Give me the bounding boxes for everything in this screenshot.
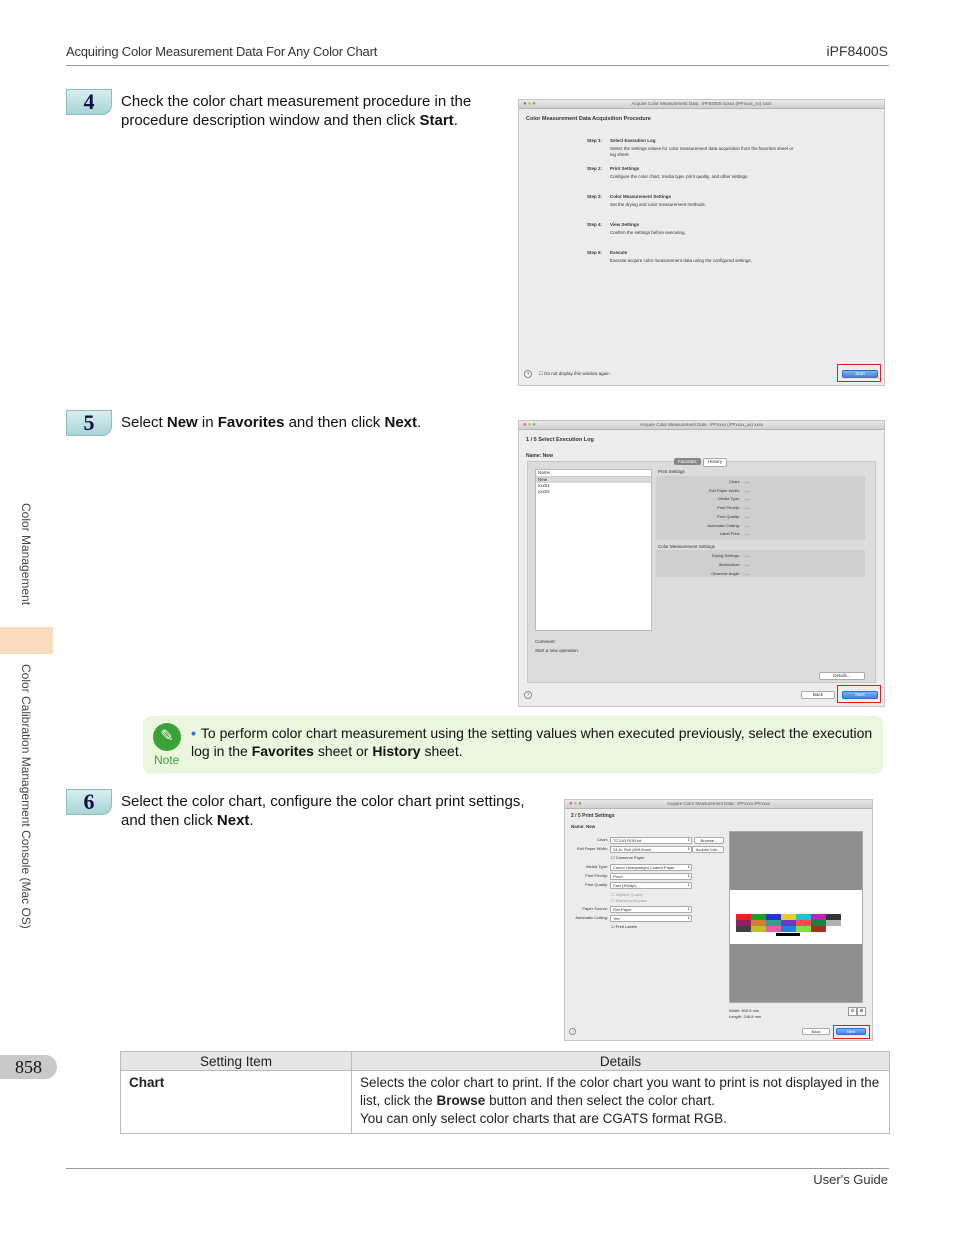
settings-value: --- bbox=[745, 531, 749, 537]
step-label: Step 5: bbox=[587, 250, 603, 255]
log-list[interactable] bbox=[535, 469, 652, 631]
details-button[interactable]: Details... bbox=[819, 672, 865, 680]
field-label: Chart: bbox=[597, 837, 608, 842]
procedure-window bbox=[518, 99, 885, 386]
field-select[interactable] bbox=[610, 864, 692, 871]
field-label: Print Priority: bbox=[585, 873, 608, 878]
log-items bbox=[536, 477, 651, 495]
cm-settings-title: Color Measurement Settings bbox=[658, 544, 716, 549]
settings-key: Automatic Cutting: bbox=[707, 522, 740, 528]
step-4-text: Check the color chart measurement procedure in the procedure description window and then click Start. bbox=[121, 93, 472, 129]
footer-divider bbox=[66, 1168, 889, 1169]
table-row bbox=[121, 1071, 890, 1134]
step-name: Color Measurement Settings bbox=[610, 194, 672, 199]
field-select[interactable] bbox=[610, 906, 692, 913]
print-labels-checkbox[interactable]: ☑ Print Labels bbox=[611, 924, 637, 929]
help-icon[interactable]: ? bbox=[569, 1028, 576, 1035]
settings-key: Observer Angle: bbox=[711, 571, 740, 576]
field-label: Roll Paper Width: bbox=[576, 846, 608, 851]
field-label: Media Type: bbox=[586, 864, 608, 869]
window-controls[interactable]: ●●● bbox=[569, 801, 583, 807]
highest-quality-checkbox[interactable]: ☐ Highest Quality bbox=[611, 892, 643, 897]
comment-text: Start a new operation. bbox=[535, 648, 580, 653]
select-log-window bbox=[518, 420, 885, 707]
conserve-paper-checkbox[interactable]: ☐ Conserve Paper bbox=[611, 855, 645, 860]
settings-key: Illumination: bbox=[718, 562, 740, 567]
field-value: Proof bbox=[613, 874, 623, 879]
settings-key: Media Type: bbox=[718, 496, 740, 502]
step-name: Print Settings bbox=[610, 166, 640, 171]
sidebar-section-bottom: Color Calibration Management Console (Mac OS) bbox=[19, 664, 33, 929]
acquire-info-button[interactable]: Acquire Info... bbox=[692, 846, 724, 853]
preview-top-margin bbox=[730, 832, 862, 890]
highlight-box bbox=[837, 364, 881, 382]
step-label: Step 1: bbox=[587, 138, 603, 143]
comment-label: Comment: bbox=[535, 639, 556, 644]
settings-key: Chart: bbox=[729, 479, 740, 484]
settings-value: --- bbox=[745, 513, 749, 519]
page-number: 858 bbox=[0, 1055, 57, 1079]
procedure-heading: Color Measurement Data Acquisition Procedure bbox=[526, 116, 651, 122]
list-header: Name bbox=[536, 470, 651, 477]
settings-value: --- bbox=[745, 571, 749, 576]
settings-value: --- bbox=[745, 496, 749, 502]
step-name: View Settings bbox=[610, 222, 640, 227]
field-select[interactable] bbox=[610, 837, 692, 844]
step-name: Select Execution Log bbox=[610, 138, 656, 143]
step-4-number: 4 bbox=[66, 89, 112, 115]
color-chart-preview bbox=[736, 914, 841, 938]
note-label: Note bbox=[154, 753, 180, 767]
header-title: Acquiring Color Measurement Data For Any Color Chart bbox=[66, 44, 378, 59]
list-item[interactable]: xxx02 bbox=[538, 489, 550, 494]
width-readout: Width: 609.6 mm bbox=[729, 1008, 760, 1013]
footer-guide: User's Guide bbox=[813, 1172, 888, 1187]
zoom-in-icon[interactable]: ⊕ bbox=[857, 1007, 866, 1016]
next-button[interactable]: Next bbox=[836, 1028, 866, 1035]
highlight-box bbox=[837, 685, 881, 703]
list-item[interactable]: xxx01 bbox=[538, 483, 550, 488]
step-label: Step 3: bbox=[587, 194, 603, 199]
preview-pane bbox=[729, 831, 863, 1003]
field-value: Fast (300dpi) bbox=[613, 883, 637, 888]
field-label: Paper Source: bbox=[582, 906, 608, 911]
settings-key: Drying Settings: bbox=[711, 553, 740, 558]
window-controls[interactable]: ●●● bbox=[523, 101, 537, 107]
step-desc: Select the settings values for color measurement data acquisition from the favorites sheet or log sheet. bbox=[610, 146, 794, 157]
settings-value: --- bbox=[745, 562, 749, 567]
print-settings-window bbox=[564, 799, 873, 1041]
step-heading: 1 / 5 Select Execution Log bbox=[526, 437, 594, 443]
step-desc: Set the drying and color measurement methods. bbox=[610, 202, 707, 207]
header-divider bbox=[66, 65, 889, 66]
field-value: TC3.83 RGB.txt bbox=[613, 838, 642, 843]
dropdown-arrow-icon: ⇕ bbox=[687, 865, 690, 869]
step-label: Step 4: bbox=[587, 222, 603, 227]
tab-favorites[interactable]: Favorites bbox=[674, 458, 701, 465]
row-item: Chart bbox=[121, 1071, 352, 1134]
dropdown-arrow-icon: ⇕ bbox=[687, 874, 690, 878]
settings-value: --- bbox=[745, 479, 749, 484]
field-value: Canon Heavyweight Coated Paper bbox=[613, 865, 675, 870]
step-desc: Configure the color chart, media type, print quality, and other settings. bbox=[610, 174, 749, 179]
window-titlebar bbox=[565, 800, 872, 809]
field-value: 24-in. Roll (609.6mm) bbox=[613, 847, 652, 852]
row-details: Selects the color chart to print. If the color chart you want to print is not displayed in the list, click the Browse button and then select the color chart. You can only select color charts that are CGATS format RGB. bbox=[352, 1071, 890, 1134]
field-select[interactable] bbox=[610, 846, 692, 853]
dropdown-arrow-icon: ⇕ bbox=[687, 907, 690, 911]
step-heading: 2 / 5 Print Settings bbox=[571, 813, 615, 819]
settings-table bbox=[120, 1051, 890, 1134]
cm-settings-box bbox=[656, 550, 865, 577]
window-title: Acquire Color Measurement Data : iPF8400S xxxxx (iPFxxxx_xx) xxxx bbox=[631, 101, 772, 106]
col-setting-item: Setting Item bbox=[121, 1052, 352, 1071]
field-label: Automatic Cutting: bbox=[575, 915, 608, 920]
dropdown-arrow-icon: ⇕ bbox=[687, 847, 690, 851]
zoom-out-icon[interactable]: ⊖ bbox=[848, 1007, 857, 1016]
browse-button[interactable]: Browse... bbox=[694, 837, 724, 844]
field-select[interactable] bbox=[610, 873, 692, 880]
help-icon[interactable]: ? bbox=[524, 691, 532, 699]
settings-value: --- bbox=[745, 487, 749, 493]
field-label: Print Quality: bbox=[585, 882, 608, 887]
step-desc: Execute acquire color measurement data using the configured settings. bbox=[610, 258, 752, 263]
field-value: Yes bbox=[613, 916, 620, 921]
step-label: Step 2: bbox=[587, 166, 603, 171]
length-readout: Length: 248.8 mm bbox=[729, 1014, 762, 1019]
print-settings-box bbox=[656, 476, 865, 540]
window-title: Acquire Color Measurement Data : iPFxxxx (iPFxxxx_xx) xxxx bbox=[639, 422, 764, 427]
list-item[interactable]: New bbox=[536, 477, 651, 483]
window-title: Acquire Color Measurement Data : iPFxxxx iPFxxxx bbox=[666, 801, 771, 806]
note-text: • To perform color chart measurement using the setting values when executed previously, select the execution log in the Favorites sheet or History sheet. bbox=[191, 725, 873, 759]
next-button[interactable]: Next bbox=[842, 691, 878, 699]
help-icon[interactable]: ? bbox=[524, 370, 532, 378]
dont-show-checkbox[interactable]: ☐ Do not display this window again bbox=[539, 371, 610, 376]
settings-key: Print Priority: bbox=[717, 505, 740, 511]
sidebar-tab-marker bbox=[0, 627, 53, 654]
step-name: Execute bbox=[610, 250, 628, 255]
step-5-text: Select New in Favorites and then click Next. bbox=[121, 414, 422, 431]
field-select[interactable] bbox=[610, 915, 692, 922]
preview-bottom-margin bbox=[730, 944, 862, 1002]
settings-key: Roll Paper Width: bbox=[708, 487, 740, 493]
settings-key: Print Quality: bbox=[717, 513, 740, 519]
dropdown-arrow-icon: ⇕ bbox=[687, 916, 690, 920]
settings-key: Label Print: bbox=[719, 531, 740, 537]
extend-print-pass-checkbox[interactable]: ☐ Extend print pass bbox=[611, 898, 647, 903]
highlight-box bbox=[833, 1025, 870, 1039]
dropdown-arrow-icon: ⇕ bbox=[687, 883, 690, 887]
name-label: Name: New bbox=[571, 824, 596, 829]
name-label: Name: New bbox=[526, 453, 553, 459]
settings-value: --- bbox=[745, 505, 749, 511]
step-5-number: 5 bbox=[66, 410, 112, 436]
col-details: Details bbox=[352, 1052, 890, 1071]
table-header-row bbox=[121, 1052, 890, 1071]
dont-show-label: Do not display this window again bbox=[544, 371, 610, 376]
window-titlebar bbox=[519, 421, 884, 430]
dropdown-arrow-icon: ⇕ bbox=[687, 838, 690, 842]
field-value: Roll Paper bbox=[613, 907, 632, 912]
step-6-number: 6 bbox=[66, 789, 112, 815]
window-titlebar bbox=[519, 100, 884, 109]
step-desc: Confirm the settings before executing. bbox=[610, 230, 686, 235]
window-controls[interactable]: ●●● bbox=[523, 422, 537, 428]
print-settings-title: Print Settings bbox=[658, 469, 685, 474]
sidebar-section-top: Color Management bbox=[19, 503, 33, 606]
field-select[interactable] bbox=[610, 882, 692, 889]
tab-history[interactable]: History bbox=[703, 458, 727, 467]
settings-value: --- bbox=[745, 522, 749, 528]
back-button[interactable]: Back bbox=[802, 1028, 830, 1035]
pencil-icon: ✎ bbox=[153, 723, 181, 751]
back-button[interactable]: Back bbox=[801, 691, 835, 699]
settings-value: --- bbox=[745, 553, 749, 558]
step-6-text: Select the color chart, configure the color chart print settings, and then click Next. bbox=[121, 793, 525, 829]
start-button[interactable]: Start bbox=[842, 370, 878, 378]
header-model: iPF8400S bbox=[826, 43, 888, 59]
